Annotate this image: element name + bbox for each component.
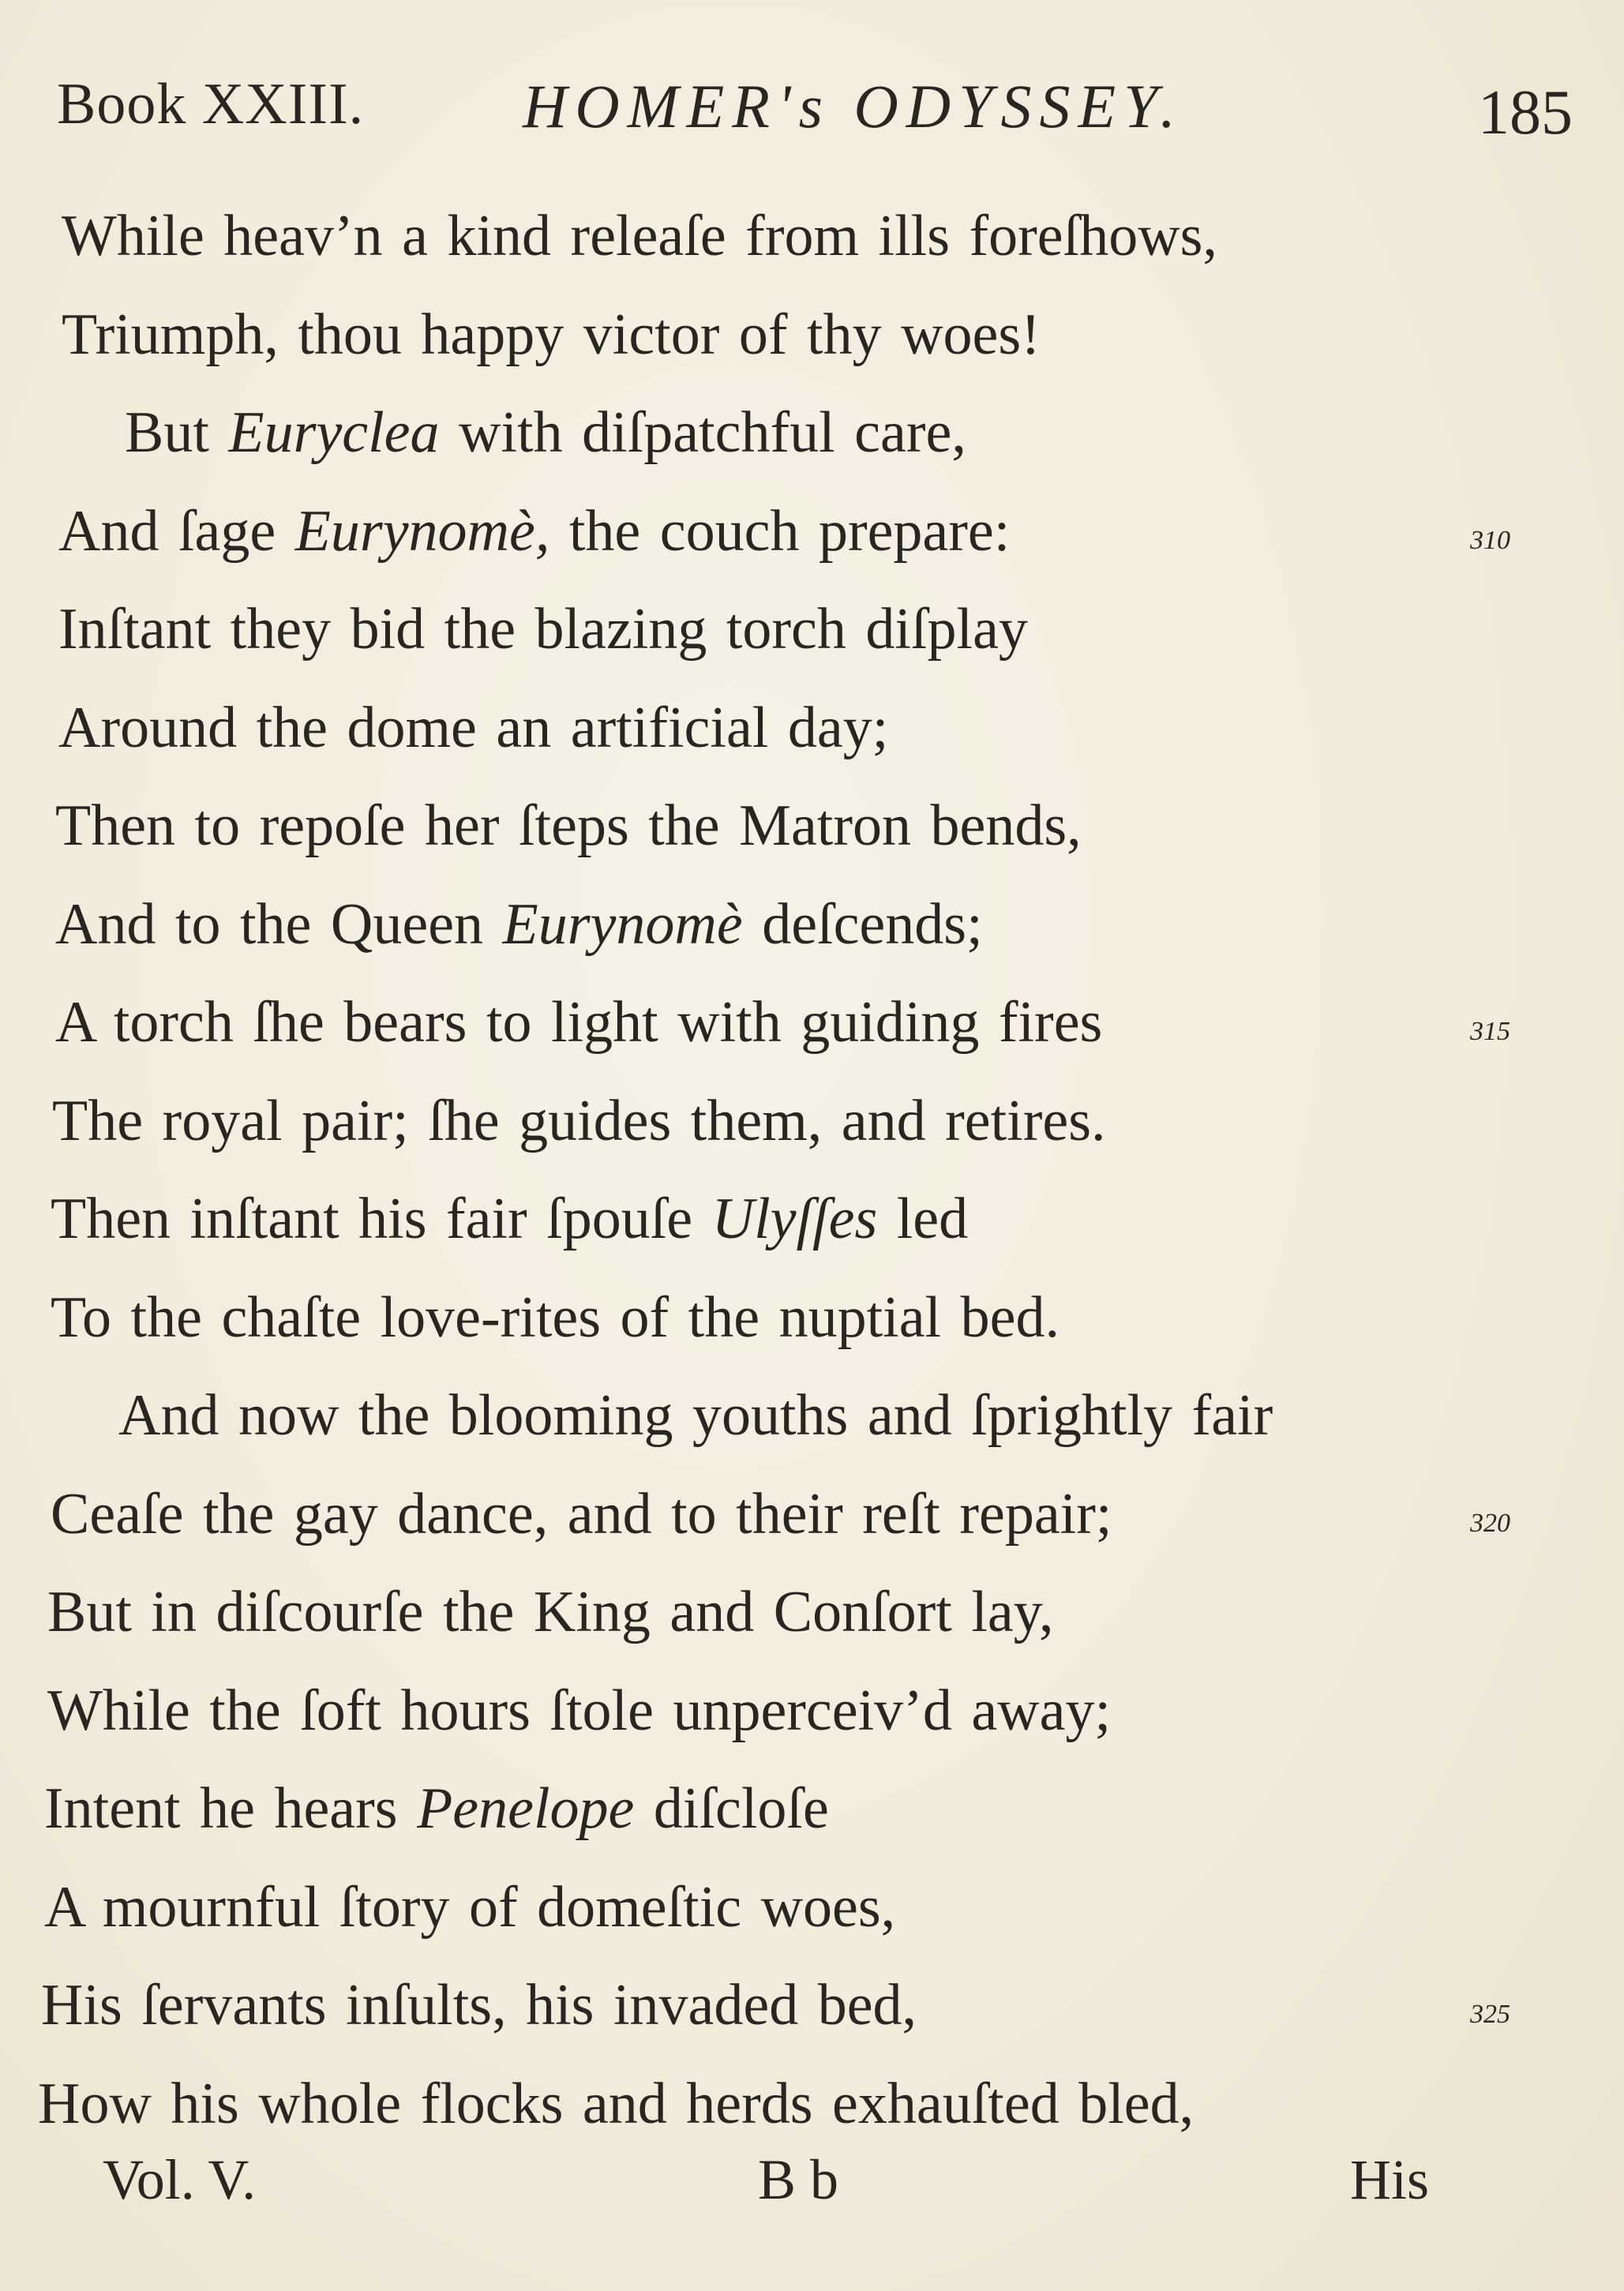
catchword: His bbox=[1350, 2148, 1430, 2211]
verse-text bbox=[38, 2072, 1194, 2136]
running-header bbox=[49, 71, 1573, 158]
verse-text-roman-end: deſcends; bbox=[742, 891, 983, 957]
line-number: 310 bbox=[1470, 525, 1510, 555]
verse-line bbox=[44, 1776, 829, 1841]
verse-text-roman-end: led bbox=[877, 1187, 969, 1251]
verse-line bbox=[51, 1481, 1112, 1547]
verse-text-roman: To the chaſte love-rites of the nuptial bed. bbox=[51, 1284, 1060, 1350]
verse-line bbox=[62, 204, 1217, 268]
running-head-book: Book XXIII. bbox=[57, 72, 365, 137]
verse-line bbox=[47, 1678, 1112, 1743]
verse-text-roman: The royal pair; ſhe guides them, and retires. bbox=[52, 1088, 1106, 1153]
verse-text bbox=[125, 400, 966, 465]
verse-text-roman-end: diſcloſe bbox=[634, 1776, 829, 1841]
verse-text-roman: Ceaſe the gay dance, and to their reſt repair; bbox=[51, 1481, 1112, 1547]
verse-line bbox=[51, 1284, 1060, 1350]
page-footer bbox=[0, 2147, 1624, 2226]
verse-text-roman: And now the blooming youths and ſprightly fair bbox=[118, 1383, 1273, 1448]
verse-text-italic: Penelope bbox=[417, 1776, 635, 1841]
verse-text-roman: Intent he hears bbox=[44, 1776, 418, 1841]
verse-text bbox=[44, 1875, 895, 1940]
verse-text-roman: But in diſcourſe the King and Conſort lay, bbox=[47, 1580, 1054, 1644]
verse-text-roman: And ſage bbox=[58, 498, 295, 564]
verse-line bbox=[55, 990, 1103, 1055]
verse-text-roman: And to the Queen bbox=[55, 891, 503, 957]
verse-line bbox=[58, 597, 1028, 662]
volume-label: Vol. V. bbox=[103, 2148, 257, 2211]
verse-text-italic: Eurynomè, bbox=[294, 498, 550, 564]
line-number: 325 bbox=[1470, 2000, 1510, 2029]
verse-text bbox=[62, 204, 1217, 268]
verse-text bbox=[118, 1383, 1273, 1448]
verse-line bbox=[58, 498, 1011, 564]
verse-text bbox=[51, 1285, 1060, 1350]
verse-text-italic: Eurynomè bbox=[502, 891, 743, 957]
verse-line bbox=[125, 400, 966, 465]
verse-text bbox=[58, 597, 1028, 662]
verse-text bbox=[52, 1089, 1106, 1153]
verse-text-italic: Euryclea bbox=[228, 400, 440, 465]
verse-text bbox=[41, 1973, 917, 2038]
verse-line bbox=[38, 2071, 1195, 2136]
verse-line bbox=[118, 1383, 1273, 1448]
verse-text-roman: A torch ſhe bears to light with guiding fires bbox=[55, 990, 1103, 1055]
verse-text-italic: Ulyſſes bbox=[711, 1187, 878, 1251]
line-number: 320 bbox=[1470, 1508, 1510, 1538]
verse-text-roman-end: the couch prepare: bbox=[549, 498, 1011, 564]
verse-text-roman: A mournful ſtory of domeſtic woes, bbox=[44, 1874, 896, 1940]
verse-text bbox=[51, 1482, 1112, 1547]
verse-text bbox=[51, 1187, 968, 1251]
verse-line bbox=[62, 302, 1041, 367]
verse-text-roman-end: with diſpatchful care, bbox=[439, 400, 966, 465]
verse-line bbox=[58, 695, 889, 760]
verse-text bbox=[55, 892, 983, 957]
verse-text-roman: While the ſoft hours ſtole unperceiv’d away; bbox=[47, 1678, 1112, 1743]
verse-text bbox=[44, 1776, 829, 1841]
verse-text-roman: Inſtant they bid the blazing torch diſplay bbox=[58, 597, 1028, 662]
page-number: 185 bbox=[1478, 78, 1573, 148]
verse-text bbox=[47, 1580, 1053, 1644]
verse-text-roman: While heav’n a kind releaſe from ills foreſhows, bbox=[62, 204, 1217, 268]
line-number: 315 bbox=[1470, 1017, 1510, 1046]
verse-text bbox=[58, 499, 1010, 564]
verse-text-roman: But bbox=[125, 400, 229, 465]
verse-text bbox=[62, 302, 1041, 367]
verse-line bbox=[55, 793, 1082, 858]
verse-text bbox=[55, 793, 1082, 858]
verse-text-roman: How his whole flocks and herds exhauſted bled, bbox=[38, 2071, 1195, 2136]
verse-line bbox=[41, 1973, 917, 2038]
verse-line bbox=[55, 891, 983, 957]
verse-line bbox=[44, 1874, 896, 1940]
verse-text-roman: Then to repoſe her ſteps the Matron bends, bbox=[55, 793, 1082, 858]
signature-mark: B b bbox=[758, 2148, 839, 2211]
running-head-title: HOMER's ODYSSEY. bbox=[523, 72, 1183, 141]
verse-text bbox=[47, 1678, 1111, 1743]
verse-text-roman: His ſervants inſults, his invaded bed, bbox=[41, 1973, 917, 2038]
verse-line bbox=[52, 1088, 1106, 1153]
verse-line bbox=[47, 1580, 1054, 1644]
verse-text-roman: Triumph, thou happy victor of thy woes! bbox=[62, 302, 1041, 367]
verse-text-roman: Then inſtant his fair ſpouſe bbox=[51, 1187, 712, 1251]
verse-text bbox=[58, 696, 888, 760]
verse-line bbox=[51, 1187, 969, 1251]
verse-text bbox=[55, 990, 1102, 1055]
verse-text-roman: Around the dome an artificial day; bbox=[58, 695, 889, 760]
